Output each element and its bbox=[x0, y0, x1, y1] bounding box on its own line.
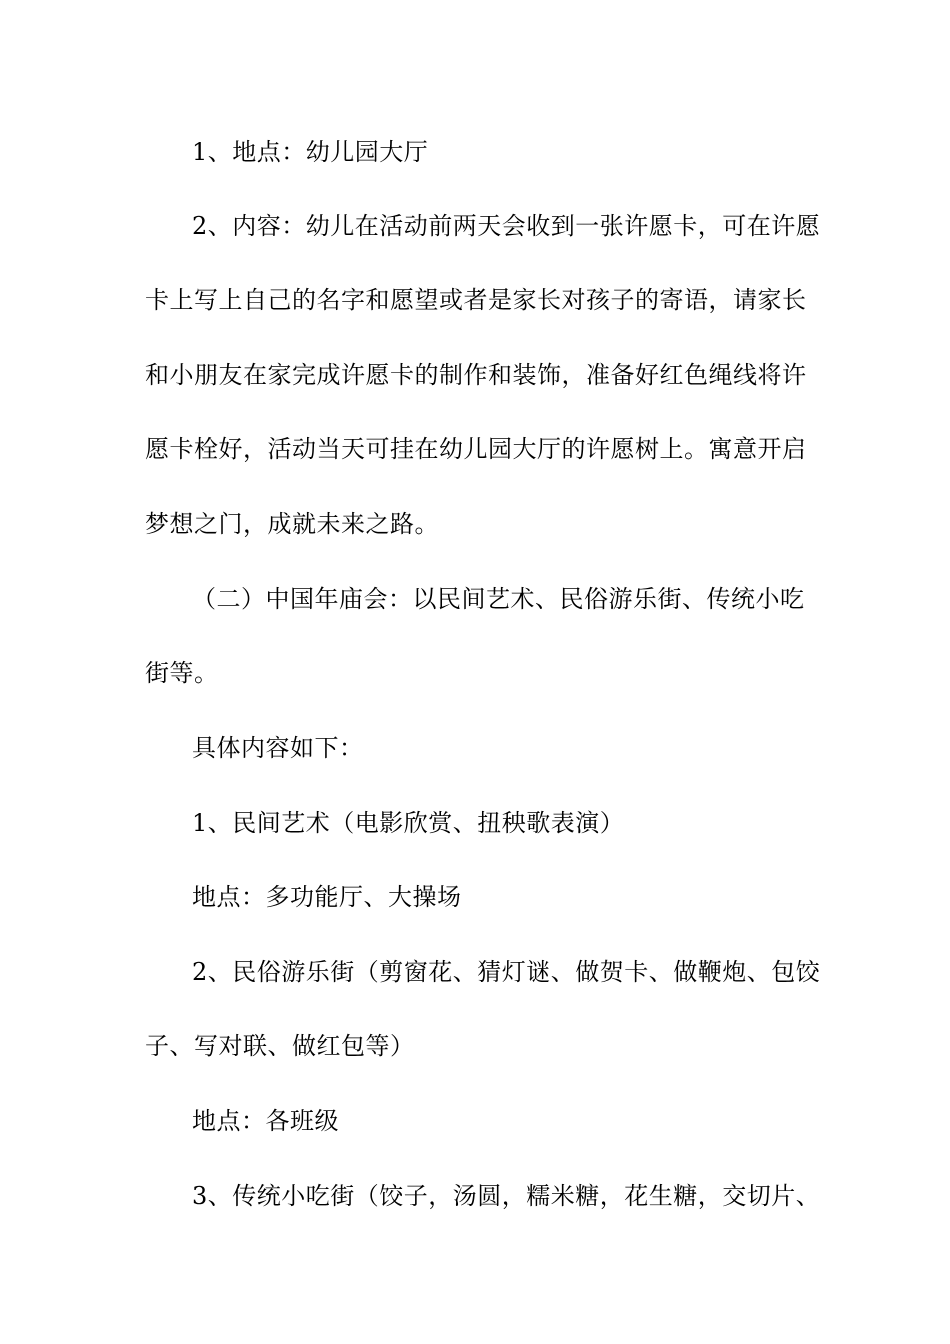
text-line: 卡上写上自己的名字和愿望或者是家长对孩子的寄语，请家长 bbox=[145, 286, 807, 314]
text-line: 3、传统小吃街（饺子，汤圆，糯米糖，花生糖，交切片、 bbox=[192, 1182, 821, 1210]
text-line: 1、民间艺术（电影欣赏、扭秧歌表演） bbox=[192, 809, 625, 837]
text-line: 2、民俗游乐街（剪窗花、猜灯谜、做贺卡、做鞭炮、包饺 bbox=[192, 958, 821, 986]
text-line: 2、内容：幼儿在活动前两天会收到一张许愿卡，可在许愿 bbox=[192, 212, 821, 240]
text-line: 具体内容如下： bbox=[192, 734, 364, 762]
text-line: 和小朋友在家完成许愿卡的制作和装饰，准备好红色绳线将许 bbox=[145, 361, 807, 389]
text-line: 1、地点：幼儿园大厅 bbox=[192, 138, 429, 166]
text-line: 梦想之门，成就未来之路。 bbox=[145, 510, 439, 538]
text-line: 愿卡栓好，活动当天可挂在幼儿园大厅的许愿树上。寓意开启 bbox=[145, 435, 807, 463]
section-heading: （二）中国年庙会：以民间艺术、民俗游乐街、传统小吃 bbox=[192, 585, 805, 613]
text-line: 地点：多功能厅、大操场 bbox=[192, 883, 462, 911]
text-line: 子、写对联、做红包等） bbox=[145, 1032, 415, 1060]
text-line: 街等。 bbox=[145, 659, 219, 687]
text-line: 地点：各班级 bbox=[192, 1107, 339, 1135]
